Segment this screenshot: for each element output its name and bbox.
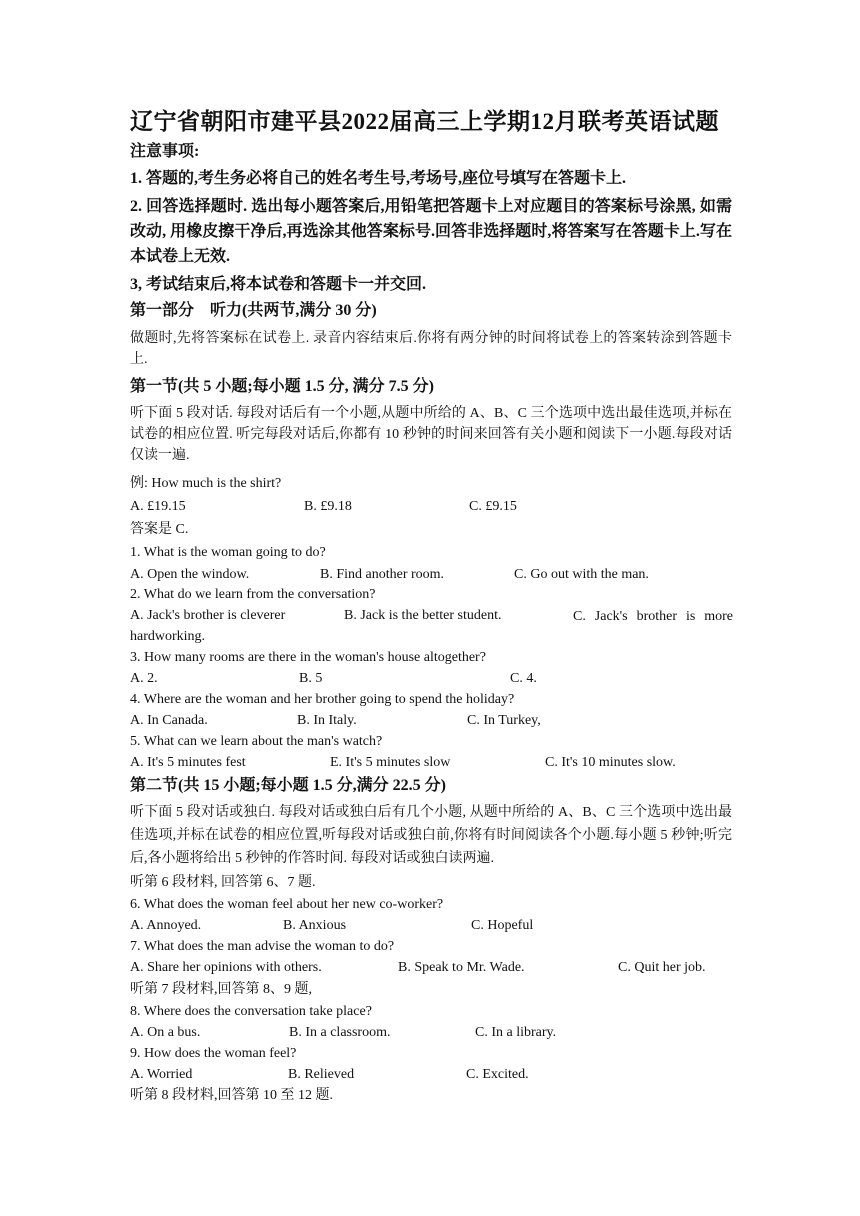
q3-option-c: C. 4. bbox=[510, 671, 537, 686]
section1-heading: 第一节(共 5 小题;每小题 1.5 分, 满分 7.5 分) bbox=[130, 378, 434, 395]
question-6: 6. What does the woman feel about her new co-worker? bbox=[130, 897, 444, 912]
q2-option-b: B. Jack is the better student. bbox=[344, 608, 502, 623]
q8-option-b: B. In a classroom. bbox=[289, 1025, 391, 1040]
q2-option-a: A. Jack's brother is cleverer bbox=[130, 608, 286, 623]
q1-option-a: A. Open the window. bbox=[130, 567, 250, 582]
q7-option-c: C. Quit her job. bbox=[618, 960, 706, 975]
example-answer: 答案是 C. bbox=[130, 522, 189, 537]
q9-option-c: C. Excited. bbox=[466, 1067, 529, 1082]
q4-option-b: B. In Italy. bbox=[297, 713, 357, 728]
q5-option-c: C. It's 10 minutes slow. bbox=[545, 755, 676, 770]
q3-option-a: A. 2. bbox=[130, 671, 158, 686]
q9-option-a: A. Worried bbox=[130, 1067, 193, 1082]
q6-option-a: A. Annoyed. bbox=[130, 918, 202, 933]
notice-item-1: 1. 答题的,考生务必将自己的姓名考生号,考场号,座位号填写在答题卡上. bbox=[130, 170, 627, 187]
question-5: 5. What can we learn about the man's watch? bbox=[130, 734, 383, 749]
q4-option-a: A. In Canada. bbox=[130, 713, 208, 728]
q1-option-b: B. Find another room. bbox=[320, 567, 445, 582]
q6-option-c: C. Hopeful bbox=[471, 918, 534, 933]
q5-option-a: A. It's 5 minutes fest bbox=[130, 755, 246, 770]
q7-option-b: B. Speak to Mr. Wade. bbox=[398, 960, 525, 975]
q8-option-c: C. In a library. bbox=[475, 1025, 557, 1040]
example-option-a: A. £19.15 bbox=[130, 499, 186, 514]
q9-option-b: B. Relieved bbox=[288, 1067, 355, 1082]
example-question: 例: How much is the shirt? bbox=[130, 476, 282, 491]
section2-heading: 第二节(共 15 小题;每小题 1.5 分,满分 22.5 分) bbox=[130, 777, 446, 794]
material-8-note: 听第 8 段材料,回答第 10 至 12 题. bbox=[130, 1088, 333, 1103]
part1-heading: 第一部分 听力(共两节,满分 30 分) bbox=[130, 302, 377, 319]
question-8: 8. Where does the conversation take place? bbox=[130, 1004, 372, 1019]
question-7: 7. What does the man advise the woman to do? bbox=[130, 939, 395, 954]
exam-title: 辽宁省朝阳市建平县2022届高三上学期12月联考英语试题 bbox=[130, 109, 719, 134]
q2-option-c: C. Jack's brother is more bbox=[573, 609, 733, 624]
question-4: 4. Where are the woman and her brother going to spend the holiday? bbox=[130, 692, 515, 707]
question-9: 9. How does the woman feel? bbox=[130, 1046, 297, 1061]
part1-intro: 做题时,先将答案标在试卷上. 录音内容结束后.你将有两分钟的时间将试卷上的答案转涂到答题卡上. bbox=[130, 331, 732, 367]
section2-intro: 听下面 5 段对话或独白. 每段对话或独白后有几个小题, 从题中所给的 A、B、C 三个选项中选出最佳选项,并标在试卷的相应位置,听每段对话或独白前,你将有时间阅读各个小题.每小题 5 秒钟;听完后,各小题将给出 5 秒钟的作答时间. 每段对话或独白读两遍. bbox=[130, 805, 732, 866]
q7-option-a: A. Share her opinions with others. bbox=[130, 960, 322, 975]
q3-option-b: B. 5 bbox=[299, 671, 323, 686]
q1-option-c: C. Go out with the man. bbox=[514, 567, 649, 582]
q6-option-b: B. Anxious bbox=[283, 918, 347, 933]
material-6-note: 听第 6 段材料, 回答第 6、7 题. bbox=[130, 875, 316, 890]
q8-option-a: A. On a bus. bbox=[130, 1025, 201, 1040]
q5-option-b: E. It's 5 minutes slow bbox=[330, 755, 451, 770]
notice-item-2: 2. 回答选择题时. 选出每小题答案后,用铅笔把答题卡上对应题目的答案标号涂黑, 如需改动, 用橡皮擦干净后,再选涂其他答案标号.回答非选择题时,将答案写在答题卡上.写在本试卷上无效. bbox=[130, 198, 732, 265]
question-1: 1. What is the woman going to do? bbox=[130, 545, 326, 560]
question-3: 3. How many rooms are there in the woman's house altogether? bbox=[130, 650, 486, 665]
notice-item-3: 3, 考试结束后,将本试卷和答题卡一并交回. bbox=[130, 276, 427, 293]
q4-option-c: C. In Turkey, bbox=[467, 713, 541, 728]
example-option-c: C. £9.15 bbox=[469, 499, 517, 514]
material-7-note: 听第 7 段材料,回答第 8、9 题, bbox=[130, 982, 312, 997]
example-option-b: B. £9.18 bbox=[304, 499, 352, 514]
section1-intro: 听下面 5 段对话. 每段对话后有一个小题,从题中所给的 A、B、C 三个选项中选出最佳选项,并标在试卷的相应位置. 听完每段对话后,你都有 10 秒钟的时间来回答有关小题和阅读下一小题.每段对话仅读一遍. bbox=[130, 406, 732, 463]
notice-heading: 注意事项: bbox=[130, 143, 200, 160]
question-2: 2. What do we learn from the conversation? bbox=[130, 587, 376, 602]
q2-option-c-continued: hardworking. bbox=[130, 629, 206, 644]
